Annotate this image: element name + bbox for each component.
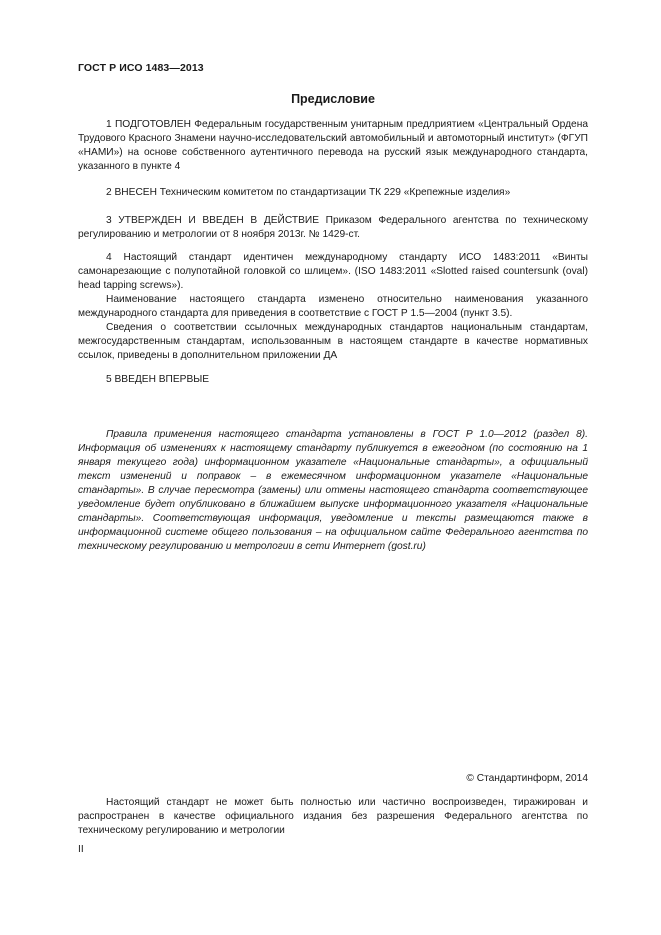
preface-item-4: 4 Настоящий стандарт идентичен международному стандарту ИСО 1483:2011 «Винты самонарезающие с полупотайной головкой со шлицем». (ISO 1483:2011 «Slotted raised countersunk (oval) head tapping screws»). (78, 252, 588, 291)
preface-item-3: 3 УТВЕРЖДЕН И ВВЕДЕН В ДЕЙСТВИЕ Приказом Федерального агентства по техническому регулированию и метрологии от 8 ноября 2013г. № 1429-ст. (78, 215, 588, 240)
document-code-header: ГОСТ Р ИСО 1483—2013 (78, 62, 204, 74)
preface-item-5: 5 ВВЕДЕН ВПЕРВЫЕ (106, 374, 210, 385)
copyright: © Стандартинформ, 2014 (466, 773, 588, 784)
page-number: II (78, 844, 84, 855)
preface-item-4-name-note: Наименование настоящего стандарта изменено относительно наименования указанного международного стандарта для приведения в соответствие с ГОСТ Р 1.5—2004 (пункт 3.5). (78, 294, 588, 319)
reproduction-notice: Настоящий стандарт не может быть полностью или частично воспроизведен, тиражирован и распространен в качестве официального издания без разрешения Федерального агентства по техническому регулированию и метрологии (78, 797, 588, 836)
page-title: Предисловие (291, 92, 375, 106)
preface-item-1: 1 ПОДГОТОВЛЕН Федеральным государственным унитарным предлриятием «Центральный Ордена Трудового Красного Знамени научно-исследовательский автомобильный и автомоторный институт» (ФГУП «НАМИ») на основе собственного аутентичного перевода на русский язык международного стандарта, указанного в пункте 4 (78, 119, 588, 172)
preface-item-2: 2 ВНЕСЕН Техническим комитетом по стандартизации ТК 229 «Крепежные изделия» (106, 187, 511, 198)
preface-item-4-references-note: Сведения о соответствии ссылочных международных стандартов национальным стандартам, межгосударственным стандартам, использованным в настоящем стандарте в качестве нормативных ссылок, приведены в дополнительном приложении ДА (78, 322, 588, 361)
application-rules-notice: Правила применения настоящего стандарта установлены в ГОСТ Р 1.0—2012 (раздел 8). Информация об изменениях к настоящему стандарту публикуется в ежегодном (по состоянию на 1 января текущего года) информационном указателе «Национальные стандарты», а официальный текст изменений и поправок – в ежемесячном информационном указателе «Национальные стандарты». В случае пересмотра (замены) или отмены настоящего стандарта соответствующее уведомление будет опубликовано в ближайшем выпуске информационного указателя «Национальные стандарты». Соответствующая информация, уведомление и тексты размещаются также в информационной системе общего пользования – на официальном сайте Федерального агентства по техническому регулированию и метрологии в сети Интернет (gost.ru) (78, 429, 588, 552)
